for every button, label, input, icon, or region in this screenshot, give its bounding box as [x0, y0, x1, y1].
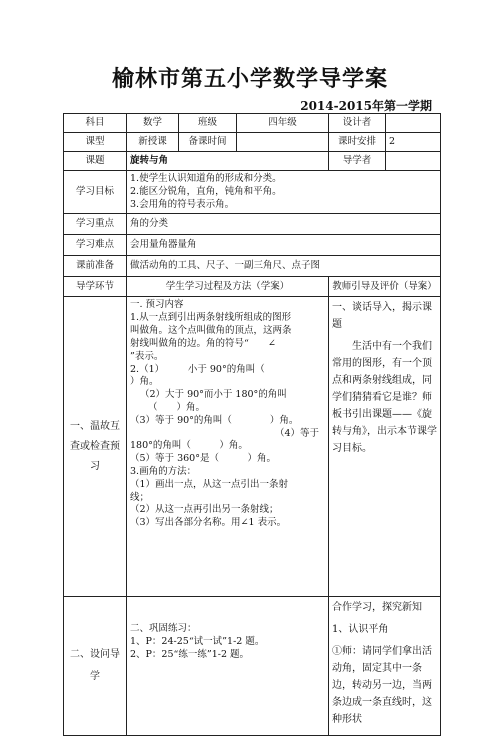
student-line: ”表示。: [130, 350, 164, 362]
student-header: 学生学习过程及方法（学案）: [127, 277, 329, 297]
topic-label: 课题: [64, 152, 127, 171]
student-line: （ ）角。: [148, 401, 206, 413]
student-line: 2、P：25“练一练”1-2 题。: [130, 649, 250, 661]
phase1-student: [127, 297, 329, 597]
difficulty-value: 会用量角器量角: [127, 235, 441, 256]
student-line: 一. 预习内容: [130, 299, 184, 311]
student-line: ）角。: [130, 376, 159, 388]
student-line: （3）写出各部分名称。用∠1 表示。: [130, 517, 287, 529]
student-line: 180°的角叫（ ）角。: [130, 440, 248, 452]
goal-item: 1.使学生认识知道角的形成和分类。: [130, 173, 282, 184]
term-label: 2014-2015年第一学期: [300, 99, 432, 113]
prep-time-label: 备课时间: [179, 133, 237, 152]
prep-time-value: [237, 133, 329, 152]
teacher-header: 教师引导及评价（导案）: [329, 277, 441, 297]
student-line: （4）等于: [274, 427, 319, 439]
student-line: 叫做角。这个点叫做角的顶点，这两条: [130, 325, 292, 337]
page-title: 榆林市第五小学数学导学案: [111, 66, 388, 92]
phase-header: 导学环节: [64, 277, 127, 297]
phase2-teacher: [329, 597, 441, 736]
row-topic: [64, 152, 441, 171]
student-line: （2）从这一点再引出另一条射线；: [130, 504, 279, 516]
student-line: 3.画角的方法：: [130, 466, 197, 477]
student-line: （2）大于 90°而小于 180°的角叫: [140, 389, 287, 401]
student-line: 1.从一点到引出两条射线所组成的图形: [130, 312, 292, 324]
difficulty-label: 学习难点: [64, 235, 127, 256]
designer-value: [386, 114, 441, 133]
student-line: （5）等于 360°是（ ）角。: [130, 453, 276, 465]
row-goals: [64, 171, 441, 214]
subject-value: 数学: [127, 114, 179, 133]
phase1-teacher: [329, 297, 441, 597]
teacher-line: ①师：请同学们拿出活动角，固定其中一条边，转动另一边，当两条边成一条直线时，这种形状: [332, 646, 432, 726]
row-type: [64, 133, 441, 152]
row-phase-1: [64, 297, 441, 597]
type-label: 课型: [64, 133, 127, 152]
goals-label: 学习目标: [64, 171, 127, 214]
preparation-value: 做活动角的工具、尺子、一副三角尺、点子图: [127, 256, 441, 277]
teacher-line: 一、谈话导入，揭示课题: [332, 302, 432, 331]
row-difficulty: [64, 235, 441, 256]
phase2-label: 二、设问导学: [64, 597, 127, 736]
row-key: [64, 214, 441, 235]
goals-list: [127, 171, 441, 214]
phase2-student: [127, 597, 329, 736]
goal-item: 2.能区分锐角，直角，钝角和平角。: [130, 185, 282, 197]
student-line: 1、P：24-25“试一试”1-2 题。: [130, 636, 265, 648]
teacher-line: 1、认识平角: [332, 624, 389, 636]
type-value: 新授课: [127, 133, 179, 152]
guide-label: 导学者: [329, 152, 386, 171]
row-column-headers: [64, 277, 441, 297]
phase1-label: 一、温故互查或检查预习: [64, 297, 127, 597]
student-line: （1）画出一点，从这一点引出一条射: [130, 478, 289, 490]
teacher-line: 生活中有一个我们常用的图形，有一个顶点和两条射线组成，同学们猜猜看它是谁？师板书引出课题——《旋转与角》，出示本节课学习目标。: [332, 341, 437, 455]
class-label: 班级: [179, 114, 237, 133]
subject-label: 科目: [64, 114, 127, 133]
goal-item: 3.会用角的符号表示角。: [130, 198, 235, 210]
student-line: 射线叫做角的边。角的符号“ ∠: [130, 337, 276, 349]
key-label: 学习重点: [64, 214, 127, 235]
student-line: 2.（1） 小于 90°的角叫（: [130, 363, 265, 375]
guide-value: [386, 152, 441, 171]
teacher-line: 合作学习，探究新知: [332, 602, 422, 614]
row-phase-2: [64, 597, 441, 736]
row-subject: [64, 114, 441, 133]
row-preparation: [64, 256, 441, 277]
hours-label: 课时安排: [329, 133, 386, 152]
designer-label: 设计者: [329, 114, 386, 133]
student-line: 二、巩固练习：: [130, 623, 197, 635]
preparation-label: 课前准备: [64, 256, 127, 277]
student-line: 线；: [130, 491, 150, 503]
student-line: （3）等于 90°的角叫（ ）角。: [130, 414, 299, 426]
key-value: 角的分类: [127, 214, 441, 235]
lesson-plan-table: [63, 113, 441, 736]
topic-value: 旋转与角: [127, 152, 329, 171]
class-value: 四年级: [237, 114, 329, 133]
hours-value: 2: [386, 133, 441, 152]
